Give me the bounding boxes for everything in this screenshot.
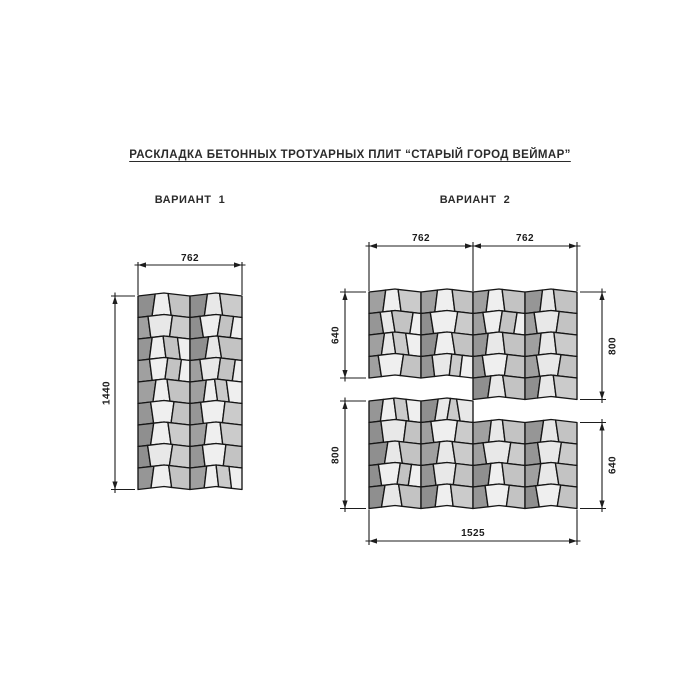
paving-tile (406, 399, 421, 422)
paving-tile (151, 401, 174, 424)
paving-tile (452, 333, 473, 357)
arrowhead (112, 296, 117, 304)
paving-tile (406, 333, 421, 356)
v2-width-right-dim-label: 762 (516, 233, 534, 244)
v2-upper-right-height-dim-label: 800 (607, 337, 619, 355)
paving-tile (220, 423, 242, 447)
paving-tile (430, 311, 457, 334)
arrowhead (342, 501, 347, 509)
variant2-lower-right-module (473, 420, 577, 509)
paving-tile (201, 401, 225, 424)
paving-tile (378, 354, 403, 377)
v1-height-dim-label: 1440 (101, 381, 113, 405)
paving-tile (220, 293, 242, 317)
paving-tile (502, 463, 525, 487)
arrowhead (569, 538, 577, 543)
arrowhead (342, 292, 347, 300)
arrowhead (599, 392, 604, 400)
paving-tile (169, 445, 190, 469)
paving-tile (168, 294, 190, 318)
paving-tile (148, 444, 173, 467)
variant1-module (138, 293, 242, 490)
paving-tile (432, 354, 452, 377)
paving-tile (536, 484, 561, 507)
paving-tile (218, 336, 242, 360)
paving-tile (558, 355, 577, 378)
paving-tile (553, 375, 577, 399)
paving-tile (168, 422, 190, 446)
variant2-upper-right-module (473, 289, 577, 400)
paving-tile (503, 332, 526, 356)
paving-tile (538, 441, 562, 464)
arrowhead (342, 401, 347, 409)
arrowhead (112, 482, 117, 490)
paving-tile (485, 484, 509, 507)
variant2-upper-left-module (369, 289, 473, 378)
arrowhead (599, 423, 604, 431)
arrowhead (473, 243, 481, 248)
arrowhead (369, 538, 377, 543)
paving-tile (229, 467, 242, 490)
v2-total-width-dim-label: 1525 (461, 528, 485, 539)
paving-tile (171, 402, 190, 425)
paving-tile (534, 311, 559, 334)
paving-tile (506, 485, 525, 508)
paving-tile (557, 485, 577, 508)
arrowhead (234, 262, 242, 267)
paving-tile (455, 421, 474, 444)
arrowhead (569, 243, 577, 248)
paving-tile (453, 464, 473, 488)
paving-tile (504, 355, 525, 379)
paving-tile (460, 355, 473, 378)
paving-tile (502, 420, 525, 444)
paving-tile (556, 420, 577, 444)
paving-tile (404, 421, 422, 444)
paving-tile (399, 442, 421, 466)
paving-tile (433, 463, 456, 486)
paving-tile (223, 445, 242, 468)
paving-tile (553, 289, 577, 313)
paving-tile (536, 354, 561, 377)
paving-tile (167, 379, 190, 403)
paving-tile (555, 463, 577, 487)
v2-lower-left-height-dim-label: 800 (330, 446, 342, 464)
drawing-title: РАСКЛАДКА БЕТОННЫХ ТРОТУАРНЫХ ПЛИТ “СТАРЫЙ ГОРОД ВЕЙМАР” (129, 149, 571, 161)
paving-tile (148, 315, 172, 338)
variant1-label: ВАРИАНТ 1 (154, 194, 226, 206)
variant2-lower-left-module (369, 398, 473, 509)
paving-tile (503, 375, 525, 399)
paving-tile (226, 380, 242, 403)
v1-width-dim-label: 762 (181, 253, 199, 264)
paving-tile (400, 355, 421, 379)
paving-tile (452, 442, 473, 466)
arrowhead (599, 292, 604, 300)
paving-tile (178, 338, 191, 361)
paving-tile (222, 402, 242, 426)
paving-tile (482, 354, 507, 377)
paving-tile (502, 289, 525, 313)
paving-tile (431, 420, 458, 443)
arrowhead (599, 501, 604, 509)
paving-tile (483, 441, 511, 464)
arrowhead (342, 370, 347, 378)
paving-tile (558, 442, 577, 465)
v2-upper-left-height-dim-label: 640 (330, 326, 342, 344)
paving-tile (398, 289, 421, 313)
paving-tile (452, 290, 473, 314)
paving-tile (554, 332, 577, 356)
v2-lower-right-height-dim-label: 640 (607, 456, 619, 474)
paving-tile (202, 444, 226, 467)
paving-tile (451, 484, 474, 508)
arrowhead (465, 243, 473, 248)
arrowhead (138, 262, 146, 267)
paving-tile (179, 360, 190, 383)
v2-width-left-dim-label: 762 (412, 233, 430, 244)
paving-tile (170, 316, 190, 340)
paving-tile (399, 484, 421, 508)
paving-tile (486, 332, 505, 355)
paving-tile (454, 312, 473, 335)
paving-tile (507, 442, 525, 465)
variant2-label: ВАРИАНТ 2 (439, 194, 511, 206)
arrowhead (369, 243, 377, 248)
paving-tile (169, 466, 190, 490)
paving-tile (556, 312, 577, 336)
paving-tile (381, 420, 406, 443)
paving-tiles (138, 289, 577, 509)
